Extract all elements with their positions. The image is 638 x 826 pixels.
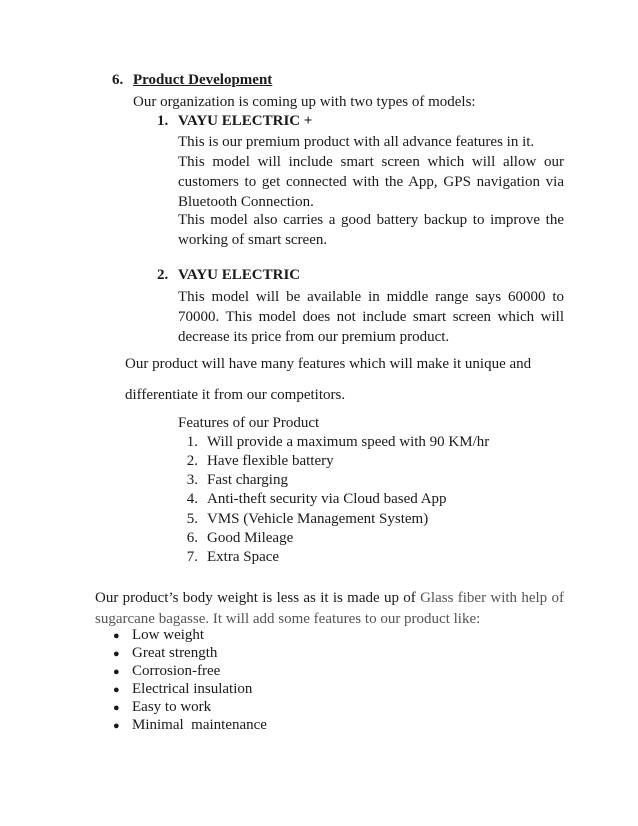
section-number: 6.: [112, 72, 124, 88]
feature-number: 3.: [186, 472, 198, 488]
feature-number: 7.: [186, 549, 198, 565]
unique-statement-line-1: Our product will have many features which will make it unique and: [125, 356, 532, 372]
bullet-text: Easy to work: [132, 699, 212, 715]
bullet-text: Corrosion-free: [132, 663, 221, 679]
section-intro: Our organization is coming up with two types of models:: [133, 94, 476, 110]
bullet-icon: ●: [113, 648, 120, 660]
bullet-icon: ●: [113, 702, 120, 714]
body-weight-text-2: Glass fiber with help of sugarcane bagasse. It will add some features to our product like:: [95, 590, 564, 627]
feature-text: Anti-theft security via Cloud based App: [207, 491, 447, 507]
feature-text: Have flexible battery: [207, 453, 334, 469]
feature-text: VMS (Vehicle Management System): [207, 511, 429, 527]
model-1-name: VAYU ELECTRIC +: [178, 113, 313, 129]
feature-number: 4.: [186, 491, 198, 507]
bullet-icon: ●: [113, 630, 120, 642]
feature-number: 6.: [186, 530, 198, 546]
bullet-text: Great strength: [132, 645, 218, 661]
unique-statement-line-2: differentiate it from our competitors.: [125, 387, 346, 403]
model-2-paragraph-1: This model will be available in middle range says 60000 to 70000. This model does not include smart screen which will decrease its price from our premium product.: [178, 289, 564, 345]
bullet-text: Low weight: [132, 627, 205, 643]
section-title: Product Development: [133, 72, 273, 88]
bullet-text: Electrical insulation: [132, 681, 253, 697]
model-1-number: 1.: [157, 113, 169, 129]
features-heading: Features of our Product: [178, 415, 320, 431]
feature-number: 5.: [186, 511, 198, 527]
model-1-paragraph-2: This model will include smart screen which will allow our customers to get connected with the App, GPS navigation via Bluetooth Connection.: [178, 154, 564, 210]
model-1-paragraph-3: This model also carries a good battery backup to improve the working of smart screen.: [178, 212, 564, 248]
model-1-paragraph-1: This is our premium product with all advance features in it.: [178, 134, 535, 150]
feature-number: 2.: [186, 453, 198, 469]
model-2-number: 2.: [157, 267, 169, 283]
feature-text: Good Mileage: [207, 530, 294, 546]
body-weight-text-1: Our product’s body weight is less as it is made up of: [95, 590, 421, 606]
bullet-icon: ●: [113, 666, 120, 678]
feature-text: Will provide a maximum speed with 90 KM/hr: [207, 434, 490, 450]
model-2-name: VAYU ELECTRIC: [178, 267, 301, 283]
bullet-icon: ●: [113, 684, 120, 696]
bullet-text: Minimal maintenance: [132, 717, 267, 733]
feature-text: Extra Space: [207, 549, 280, 565]
feature-number: 1.: [186, 434, 198, 450]
body-weight-paragraph: [95, 588, 564, 630]
feature-text: Fast charging: [207, 472, 288, 488]
bullet-icon: ●: [113, 720, 120, 732]
